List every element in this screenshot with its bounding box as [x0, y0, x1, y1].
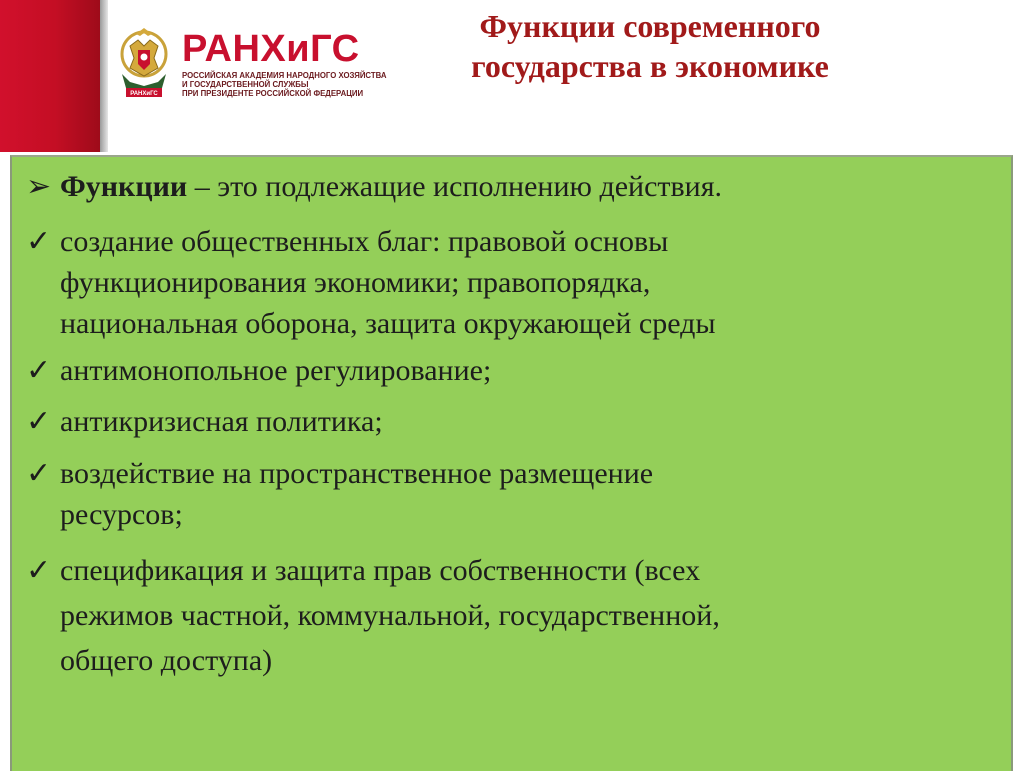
checkmark-icon: ✓	[26, 225, 52, 258]
checkmark-icon: ✓	[26, 457, 52, 490]
double-headed-eagle-emblem-icon	[116, 24, 172, 102]
checkmark-icon: ✓	[26, 354, 52, 387]
list-item-line: создание общественных благ: правовой основы	[60, 225, 669, 258]
logo-subtitle-line-1: РОССИЙСКАЯ АКАДЕМИЯ НАРОДНОГО ХОЗЯЙСТВА	[182, 71, 387, 80]
intro-definition: – это подлежащие исполнению действия.	[187, 170, 723, 203]
checkmark-icon: ✓	[26, 554, 52, 587]
emblem-ribbon-text: РАНХиГС	[130, 91, 158, 97]
logo-name: РАНХиГС	[182, 28, 360, 70]
logo-subtitle-line-2: И ГОСУДАРСТВЕННОЙ СЛУЖБЫ	[182, 80, 309, 89]
ranepa-logo	[116, 24, 387, 102]
intro-term: Функции	[60, 170, 188, 203]
slide-title-line-1: Функции современного	[479, 8, 821, 44]
list-item-line: антикризисная политика;	[60, 405, 383, 438]
checkmark-icon: ✓	[26, 405, 52, 438]
list-item-line: антимонопольное регулирование;	[60, 354, 492, 387]
arrow-bullet-icon: ➢	[26, 170, 52, 203]
intro-text	[60, 169, 980, 205]
list-item-line: режимов частной, коммунальной, государственной,	[60, 599, 720, 632]
list-item-line: ресурсов;	[60, 498, 183, 531]
red-side-bar	[0, 0, 100, 152]
slide-title-line-2: государства в экономике	[471, 48, 829, 84]
gray-shadow-strip	[100, 0, 108, 152]
list-item-line: общего доступа)	[60, 644, 273, 677]
list-item-line: функционирования экономики; правопорядка,	[60, 266, 651, 299]
list-item-line: спецификация и защита прав собственности (всех	[60, 554, 701, 587]
logo-subtitle-line-3: ПРИ ПРЕЗИДЕНТЕ РОССИЙСКОЙ ФЕДЕРАЦИИ	[182, 89, 364, 98]
list-item-line: воздействие на пространственное размещение	[60, 457, 654, 490]
list-item-line: национальная оборона, защита окружающей среды	[60, 307, 716, 340]
slide-title	[380, 6, 920, 86]
content-panel	[10, 155, 1013, 771]
